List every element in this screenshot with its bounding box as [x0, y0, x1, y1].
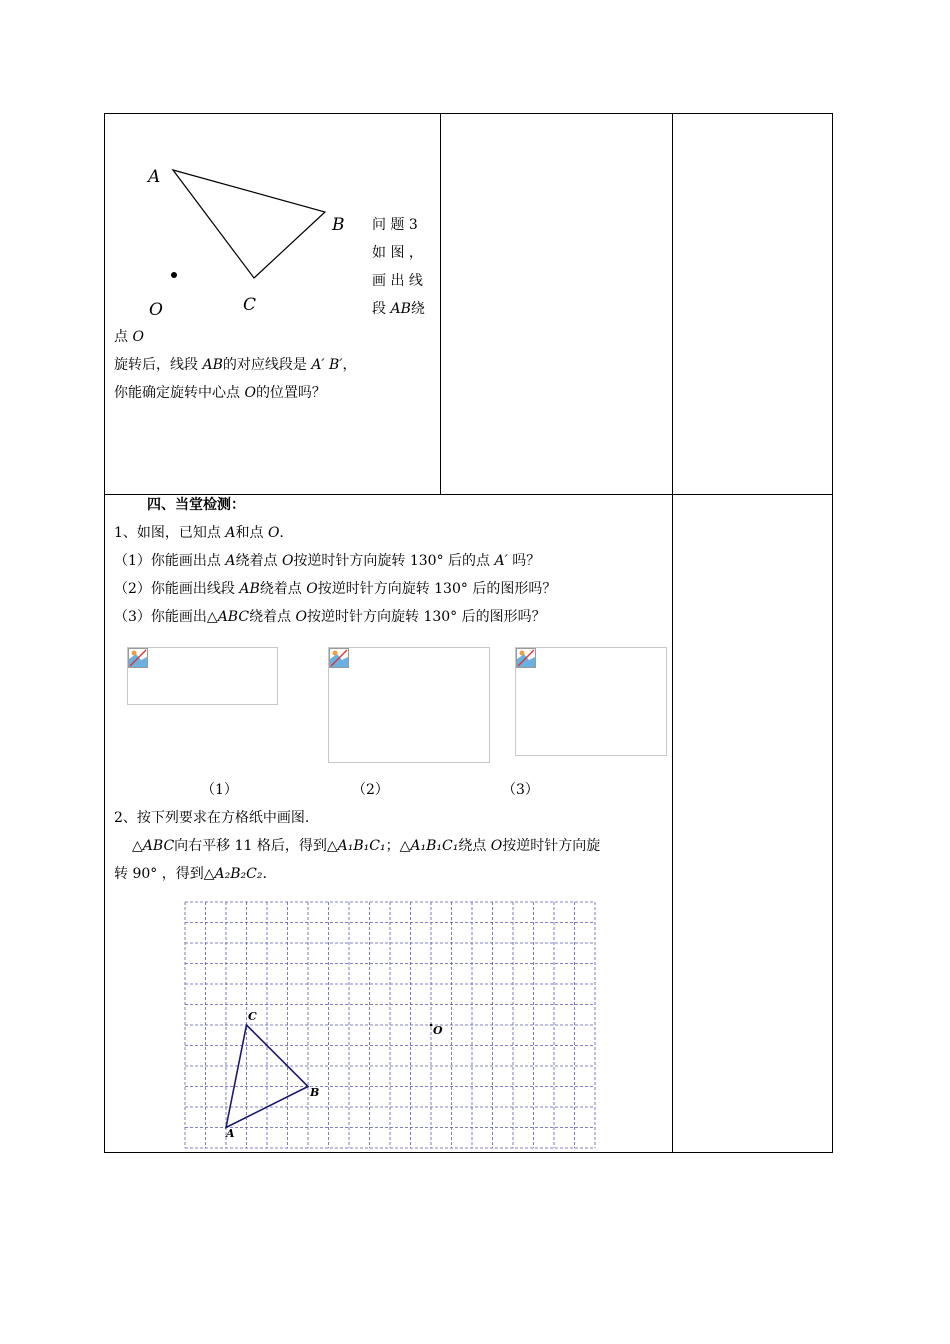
grid-label-o: O: [433, 1024, 443, 1037]
figure-caption-3: （3）: [502, 782, 539, 798]
figure-caption-2: （2）: [352, 782, 389, 798]
q1-part3: （3）你能画出△ABC绕着点 O按逆时针方向旋转 130° 后的图形吗？: [114, 609, 546, 625]
table-col-divider-2: [672, 113, 673, 1153]
q2-description-line1: △ABC向右平移 11 格后，得到△A₁B₁C₁；△A₁B₁C₁绕点 O按逆时针方向旋: [132, 838, 601, 854]
problem3-side-line1: 问 题 3: [372, 217, 418, 233]
table-top-border: [104, 113, 833, 114]
table-left-border: [104, 113, 105, 1153]
label-b: B: [332, 215, 345, 235]
grid-label-b: B: [310, 1086, 320, 1099]
point-o-dot: [171, 272, 177, 278]
label-a: A: [148, 167, 161, 187]
table-bottom-border: [104, 1152, 833, 1153]
problem3-side-line2: 如 图 ，: [372, 245, 423, 261]
problem3-triangle-figure: [130, 150, 350, 330]
problem3-line-point: 点 O: [114, 329, 144, 345]
table-row-divider: [104, 494, 833, 495]
table-col-divider-1: [440, 113, 441, 495]
broken-image-icon: [516, 648, 536, 668]
figure-3-image: [515, 647, 667, 756]
problem3-line2: 旋转后，线段 AB的对应线段是 A′ B′，: [114, 357, 357, 373]
triangle-abc: [173, 170, 325, 278]
section4-heading: 四、当堂检测：: [147, 497, 245, 513]
grid-label-a: A: [226, 1127, 235, 1140]
broken-image-icon: [128, 648, 148, 668]
grid-point-o: [430, 1024, 433, 1027]
label-c: C: [243, 295, 257, 315]
figure-1-image: [127, 647, 278, 705]
q2-heading: 2、按下列要求在方格纸中画图.: [114, 810, 310, 826]
grid-label-c: C: [248, 1010, 257, 1023]
q1-part2: （2）你能画出线段 AB绕着点 O按逆时针方向旋转 130° 后的图形吗？: [114, 581, 557, 597]
label-o: O: [149, 300, 163, 320]
q1-intro: 1、如图，已知点 A和点 O.: [114, 525, 284, 541]
q2-description-line2: 转 90° ，得到△A₂B₂C₂.: [114, 866, 267, 882]
broken-image-icon: [329, 648, 349, 668]
figure-caption-1: （1）: [201, 782, 238, 798]
problem3-line3: 你能确定旋转中心点 O的位置吗？: [114, 385, 326, 401]
grid-paper: [184, 900, 598, 1150]
figure-2-image: [328, 647, 490, 763]
table-right-border: [832, 113, 833, 1153]
q1-part1: （1）你能画出点 A绕着点 O按逆时针方向旋转 130° 后的点 A′ 吗？: [114, 553, 541, 569]
problem3-side-line3: 画 出 线: [372, 273, 423, 289]
problem3-side-line4: 段 AB绕: [372, 301, 425, 317]
